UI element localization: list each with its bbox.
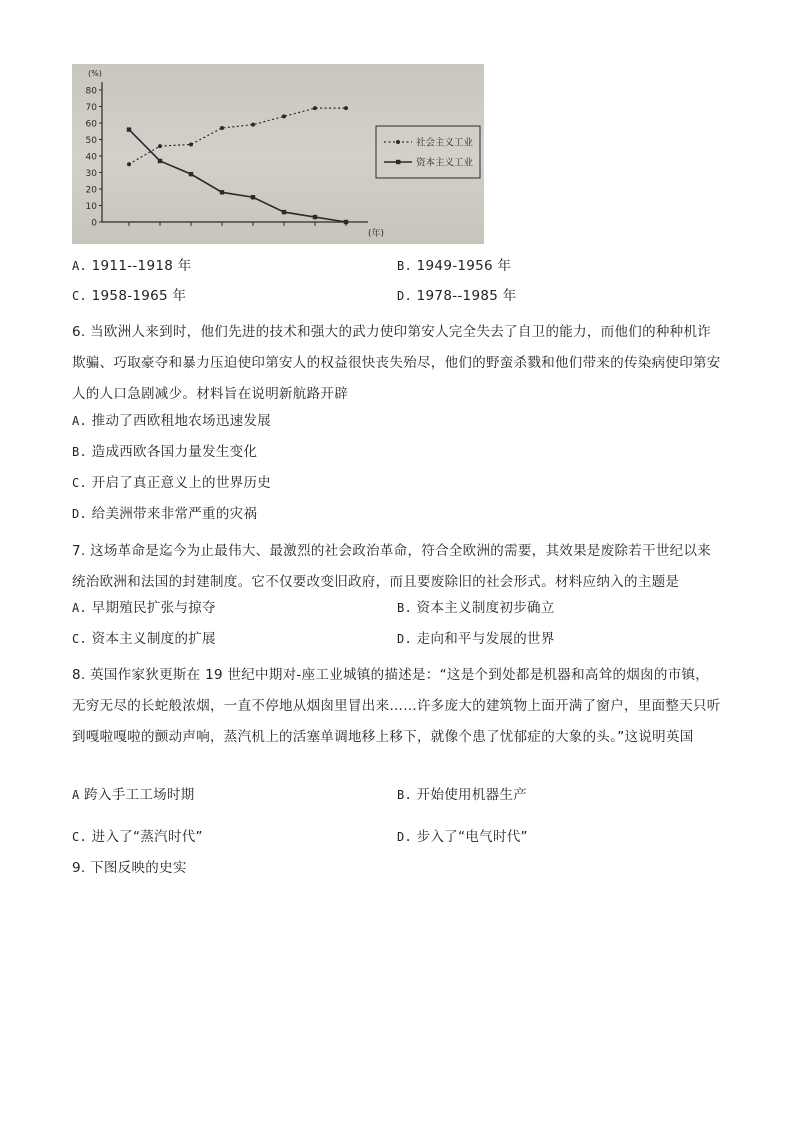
series-line-0	[129, 108, 346, 164]
option-letter: A.	[72, 414, 88, 428]
y-tick-label: 10	[85, 202, 97, 212]
option-text: 推动了西欧租地农场迅速发展	[91, 413, 272, 429]
option-letter: D.	[72, 507, 88, 521]
legend-marker	[396, 160, 400, 164]
q6-option-c	[72, 473, 271, 493]
option-letter: B.	[72, 445, 88, 459]
series-point	[220, 126, 224, 130]
legend-label-0: 社会主义工业	[416, 137, 474, 149]
option-text: 1958-1965 年	[91, 288, 187, 304]
series-point	[251, 123, 255, 127]
series-point	[127, 162, 131, 166]
option-text: 给美洲带来非常严重的灾祸	[91, 506, 258, 522]
option-letter: D.	[397, 830, 413, 844]
y-tick-label: 50	[85, 136, 97, 146]
q8-option-b	[397, 785, 527, 805]
series-point	[251, 195, 255, 199]
series-point	[158, 144, 162, 148]
series-point	[313, 215, 317, 219]
y-tick-label: 30	[85, 169, 97, 179]
series-point	[158, 159, 162, 163]
option-text: 走向和平与发展的世界	[416, 631, 555, 647]
q7-option-c	[72, 629, 216, 649]
option-letter: A.	[72, 259, 88, 273]
legend-box	[376, 126, 480, 178]
q8-option-a	[72, 785, 195, 805]
option-text: 1978--1985 年	[416, 288, 517, 304]
option-text: 进入了“蒸汽时代”	[91, 829, 203, 845]
option-letter: C.	[72, 830, 88, 844]
chart-svg	[72, 64, 484, 244]
q7-stem: 7. 这场革命是迄今为止最伟大、最激烈的社会政治革命，符合全欧洲的需要，其效果是废除若干世纪以来统治欧洲和法国的封建制度。它不仅要改变旧政府，而且要废除旧的社会形式。材料应纳入的主题是	[72, 543, 712, 590]
y-tick-label: 60	[85, 119, 97, 130]
q6-option-d	[72, 504, 257, 524]
q8-option-c	[72, 827, 203, 847]
option-text: 开启了真正意义上的世界历史	[91, 475, 272, 491]
option-letter: B.	[397, 788, 413, 802]
y-axis-unit-label: (%)	[88, 69, 102, 78]
option-text: 跨入手工工场时期	[84, 787, 195, 803]
option-letter: D.	[397, 632, 413, 646]
option-text: 1911--1918 年	[91, 258, 192, 274]
series-line-1	[129, 130, 346, 222]
option-text: 造成西欧各国力量发生变化	[91, 444, 258, 460]
option-text: 早期殖民扩张与掠夺	[91, 600, 216, 616]
q7-option-b	[397, 598, 555, 618]
series-point	[344, 106, 348, 110]
q8-stem: 8. 英国作家狄更斯在 19 世纪中期对-座工业城镇的描述是：“这是个到处都是机器和高耸的烟囱的市镇，无穷无尽的长蛇般浓烟，一直不停地从烟囱里冒出来……许多庞大的建筑物上面开满了窗户，里面整天只听到嘎啦嘎啦的颤动声响，蒸汽机上的活塞单调地移上移下，就像个患了忧郁症的大象的头。”这说明英国	[72, 667, 721, 745]
legend-marker	[396, 140, 400, 144]
option-letter: C.	[72, 289, 88, 303]
y-tick-label: 70	[85, 103, 97, 113]
option-letter: A	[72, 788, 80, 802]
option-letter: C.	[72, 476, 88, 490]
q9-stem: 9. 下图反映的史实	[72, 860, 187, 876]
option-text: 资本主义制度的扩展	[91, 631, 216, 647]
y-tick-label: 80	[85, 86, 97, 97]
q5-option-b	[397, 256, 511, 276]
series-point	[282, 210, 286, 214]
q6-option-a	[72, 411, 271, 431]
x-axis-unit-label: (年)	[368, 229, 385, 239]
q6-option-b	[72, 442, 257, 462]
y-tick-label: 20	[85, 185, 97, 196]
option-letter: D.	[397, 289, 413, 303]
q5-option-c	[72, 286, 186, 306]
option-letter: C.	[72, 632, 88, 646]
q7-option-d	[397, 629, 555, 649]
q7-option-a	[72, 598, 216, 618]
option-text: 开始使用机器生产	[416, 787, 528, 803]
series-point	[220, 190, 224, 194]
series-point	[189, 142, 193, 146]
q5-option-a	[72, 256, 192, 276]
option-letter: B.	[397, 601, 413, 615]
q6-stem: 6. 当欧洲人来到时，他们先进的技术和强大的武力使印第安人完全失去了自卫的能力，而他们的种种机诈欺骗、巧取豪夺和暴力压迫使印第安人的权益很快丧失殆尽，他们的野蛮杀戮和他们带来的传染病使印第安人的人口急剧减少。材料旨在说明新航路开辟	[72, 324, 721, 402]
option-letter: B.	[397, 259, 413, 273]
option-text: 1949-1956 年	[416, 258, 512, 274]
q5-option-d	[397, 286, 517, 306]
option-text: 资本主义制度初步确立	[416, 600, 555, 616]
y-tick-label: 40	[85, 152, 97, 163]
series-point	[127, 127, 131, 131]
legend-label-1: 资本主义工业	[416, 157, 474, 169]
series-point	[189, 172, 193, 176]
series-point	[313, 106, 317, 110]
option-letter: A.	[72, 601, 88, 615]
q8-option-d	[397, 827, 528, 847]
series-point	[344, 220, 348, 224]
y-tick-label: 0	[91, 218, 97, 229]
series-point	[282, 114, 286, 118]
option-text: 步入了“电气时代”	[416, 829, 528, 845]
industry-line-chart	[72, 64, 484, 244]
